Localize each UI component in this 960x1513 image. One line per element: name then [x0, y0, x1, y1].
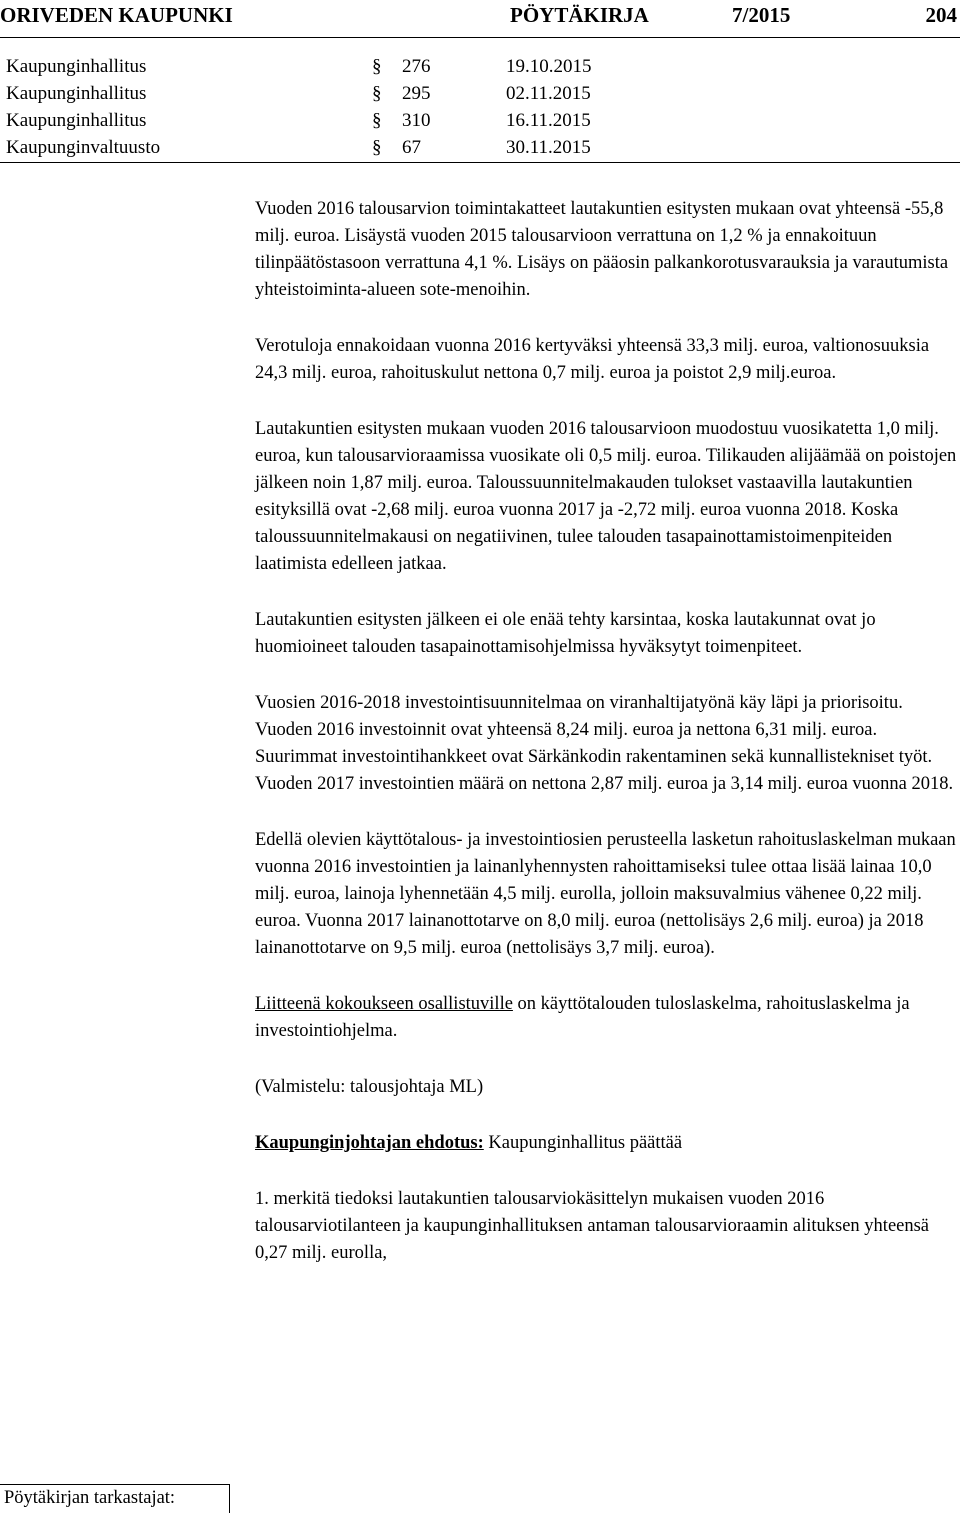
minutes-body	[255, 196, 959, 1296]
paragraph-tax-revenue: Verotuloja ennakoidaan vuonna 2016 kertyväksi yhteensä 33,3 milj. euroa, valtionosuuksia 24,3 milj. euroa, rahoituskulut nettona 0,7 milj. euroa ja poistot 2,9 milj.euroa.	[255, 336, 930, 383]
paragraph-operating-margins: Vuoden 2016 talousarvion toimintakatteet lautakuntien esitysten mukaan ovat yhteensä -55,8 milj. euroa. Lisäystä vuoden 2015 talousarvioon verrattuna on 1,2 % ja ennakoituun tilinpäätöstasoon verrattuna 4,1 %. Lisäys on pääosin palkankorotusvarauksia ja varautumista yhteistoiminta-alueen sote-menoihin.	[255, 199, 949, 300]
reference-body: Kaupunginhallitus	[6, 110, 147, 131]
reference-date: 02.11.2015	[506, 83, 591, 104]
paragraph-financing: Edellä olevien käyttötalous- ja investointiosien perusteella lasketun rahoituslaskelman mukaan vuonna 2016 investointien ja lainanlyhennysten rahoittamiseksi tulee ottaa lisää lainaa 10,0 milj. euroa, lainoja lyhennetään 4,5 milj. eurolla, jolloin maksuvalmius vähenee 0,22 milj. euroa. Vuonna 2017 lainanottotarve on 8,0 milj. euroa (nettolisäys 2,6 milj. euroa) ja 2018 lainanottotarve on 9,5 milj. euroa (nettolisäys 3,7 milj. euroa).	[255, 830, 956, 958]
attachment-text: on käyttötalouden tuloslaskelma, rahoituslaskelma ja investointiohjelma.	[255, 994, 910, 1041]
attachment-link[interactable]: Liitteenä kokoukseen osallistuville	[255, 994, 513, 1014]
reference-row	[0, 110, 960, 137]
reference-body: Kaupunginvaltuusto	[6, 137, 161, 158]
proposal-label: Kaupunginjohtajan ehdotus:	[255, 1133, 484, 1153]
organization-name: ORIVEDEN KAUPUNKI	[0, 3, 233, 27]
footer-signature-box	[0, 1484, 230, 1513]
paragraph-investments: Vuosien 2016-2018 investointisuunnitelmaa on viranhaltijatyönä käy läpi ja priorisoitu. Vuoden 2016 investoinnit ovat yhteensä 8,24 milj. euroa ja nettona 6,31 milj. euroa. Suurimmat investointihankkeet ovat Särkänkodin rakentaminen sekä kunnallistekniset työt. Vuoden 2017 investointien määrä on nettona 2,87 milj. euroa ja 3,14 milj. euroa vuonna 2018.	[255, 693, 954, 794]
section-mark: §	[372, 56, 382, 77]
document-number: 7/2015	[732, 3, 791, 27]
section-mark: §	[372, 83, 382, 104]
document-header	[0, 0, 960, 36]
paragraph-attachment	[255, 991, 959, 1045]
page-number: 204	[925, 3, 957, 27]
decision-item-1: 1. merkitä tiedoksi lautakuntien talousarviokäsittelyn mukaisen vuoden 2016 talousarviotilanteen ja kaupunginhallituksen antaman talousarvioraamin alituksen yhteensä 0,27 milj. eurolla,	[255, 1189, 930, 1263]
reference-section: 67	[402, 137, 421, 158]
reference-body: Kaupunginhallitus	[6, 56, 147, 77]
reference-date: 30.11.2015	[506, 137, 591, 158]
paragraph-annual-margin: Lautakuntien esitysten mukaan vuoden 2016 talousarvioon muodostuu vuosikatetta 1,0 milj. euroa, kun talousarvioraamissa vuosikate oli 0,5 milj. euroa. Tilikauden alijäämää on poistojen jälkeen noin 1,87 milj. euroa. Taloussuunnitelmakauden tulokset vastaavilla lautakuntien esityksillä ovat -2,68 milj. euroa vuonna 2017 ja -2,72 milj. euroa vuonna 2018. Koska taloussuunnitelmakausi on negatiivinen, tulee talouden tasapainottamistoimenpiteiden laatimista edelleen jatkaa.	[255, 419, 957, 574]
reference-row	[0, 137, 960, 164]
footer-label: Pöytäkirjan tarkastajat:	[4, 1488, 176, 1508]
paragraph-committee-proposals: Lautakuntien esitysten jälkeen ei ole enää tehty karsintaa, koska lautakunnat ovat jo huomioineet talouden tasapainottamisohjelmissa hyväksytyt toimenpiteet.	[255, 610, 876, 657]
reference-section: 276	[402, 56, 431, 77]
proposal-text: Kaupunginhallitus päättää	[483, 1133, 683, 1153]
section-mark: §	[372, 110, 382, 131]
section-mark: §	[372, 137, 382, 158]
reference-date: 19.10.2015	[506, 56, 592, 77]
paragraph-preparer: (Valmistelu: talousjohtaja ML)	[255, 1077, 484, 1097]
reference-row	[0, 56, 960, 83]
reference-section: 310	[402, 110, 431, 131]
header-divider	[0, 37, 960, 38]
document-type: PÖYTÄKIRJA	[510, 3, 649, 27]
reference-date: 16.11.2015	[506, 110, 591, 131]
reference-body: Kaupunginhallitus	[6, 83, 147, 104]
reference-section: 295	[402, 83, 431, 104]
meeting-references	[0, 56, 960, 164]
reference-row	[0, 83, 960, 110]
paragraph-proposal	[255, 1130, 959, 1157]
references-divider	[0, 162, 960, 163]
